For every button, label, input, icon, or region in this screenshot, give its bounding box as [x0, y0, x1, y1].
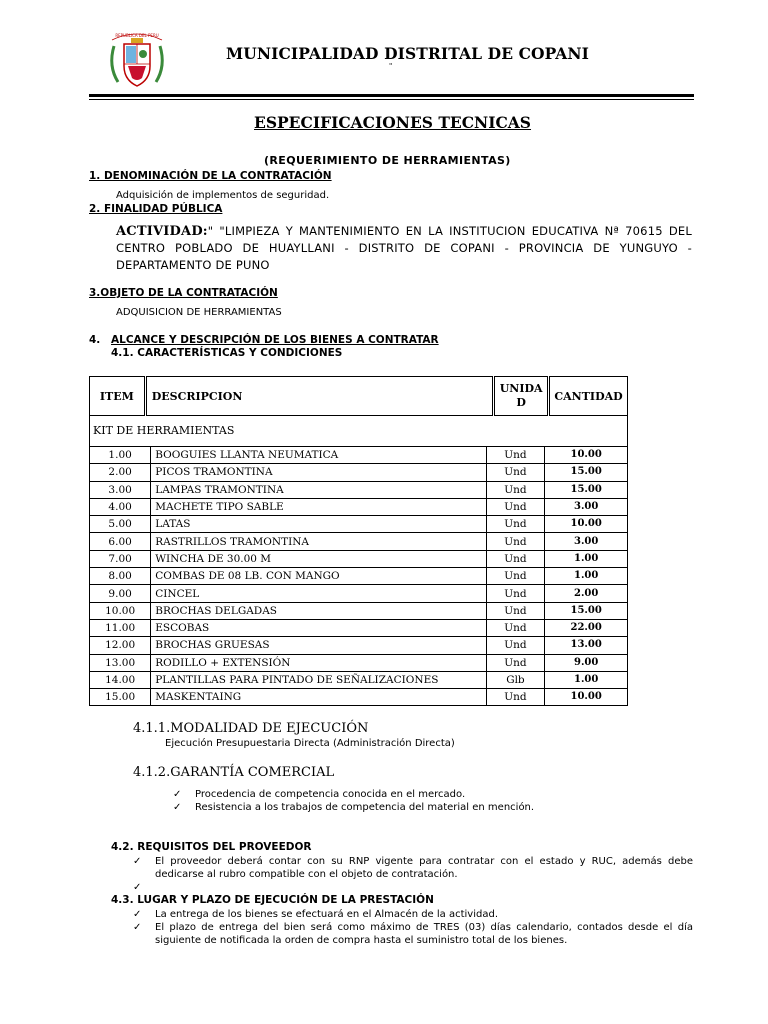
cell-unit: Und: [486, 585, 545, 602]
cell-item: 13.00: [90, 654, 151, 671]
cell-unit: Und: [486, 481, 545, 498]
cell-quantity: 13.00: [545, 637, 628, 654]
cell-unit: Und: [486, 464, 545, 481]
cell-item: 8.00: [90, 568, 151, 585]
cell-quantity: 1.00: [545, 550, 628, 567]
cell-item: 9.00: [90, 585, 151, 602]
items-table: [89, 446, 628, 706]
cell-description: COMBAS DE 08 LB. CON MANGO: [151, 568, 486, 585]
cell-item: 2.00: [90, 464, 151, 481]
cell-quantity: 22.00: [545, 619, 628, 636]
cell-unit: Und: [486, 654, 545, 671]
cell-description: RODILLO + EXTENSIÓN: [151, 654, 486, 671]
table-row: [90, 689, 628, 706]
col-header-item: ITEM: [90, 377, 146, 416]
cell-quantity: 3.00: [545, 533, 628, 550]
cell-item: 5.00: [90, 516, 151, 533]
section-4-1-heading: 4.1. CARACTERÍSTICAS Y CONDICIONES: [111, 347, 343, 359]
header-mark: ": [389, 62, 393, 70]
guarantee-list: [173, 788, 633, 814]
cell-quantity: 15.00: [545, 602, 628, 619]
list-item: ✓ El plazo de entrega del bien será como máximo de TRES (03) días calendario, contados desde el día siguiente de notificada la orden de compra hasta el suministro total de los bienes.: [133, 921, 693, 947]
peru-coat-of-arms-logo: [104, 26, 170, 92]
cell-description: PICOS TRAMONTINA: [151, 464, 486, 481]
delivery-list: [133, 908, 693, 947]
section-1-text: Adquisición de implementos de seguridad.: [116, 190, 330, 201]
table-row: [90, 481, 628, 498]
section-4-heading: ALCANCE Y DESCRIPCIÓN DE LOS BIENES A CONTRATAR: [111, 334, 439, 346]
document-subtitle: (REQUERIMIENTO DE HERRAMIENTAS): [264, 154, 511, 167]
table-row: [90, 447, 628, 464]
table-row: [90, 619, 628, 636]
col-header-unit: UNIDA D: [494, 377, 549, 416]
table-row: [90, 533, 628, 550]
cell-item: 15.00: [90, 689, 151, 706]
cell-quantity: 9.00: [545, 654, 628, 671]
cell-description: BROCHAS DELGADAS: [151, 602, 486, 619]
col-header-description: DESCRIPCION: [145, 377, 494, 416]
cell-quantity: 2.00: [545, 585, 628, 602]
cell-item: 6.00: [90, 533, 151, 550]
section-4-1-1-heading: 4.1.1.MODALIDAD DE EJECUCIÓN: [133, 721, 369, 736]
cell-description: MACHETE TIPO SABLE: [151, 498, 486, 515]
section-3-heading: 3.OBJETO DE LA CONTRATACIÓN: [89, 287, 278, 299]
cell-description: PLANTILLAS PARA PINTADO DE SEÑALIZACIONES: [151, 671, 486, 688]
header-rule-thick: [89, 94, 694, 97]
table-row: [90, 585, 628, 602]
cell-unit: Glb: [486, 671, 545, 688]
section-4-1-1-text: Ejecución Presupuestaria Directa (Administración Directa): [165, 738, 455, 749]
requirements-list: [133, 855, 693, 894]
cell-unit: Und: [486, 550, 545, 567]
cell-unit: Und: [486, 602, 545, 619]
cell-item: 4.00: [90, 498, 151, 515]
activity-text: " "LIMPIEZA Y MANTENIMIENTO EN LA INSTITUCION EDUCATIVA Nª 70615 DEL CENTRO POBLADO DE HUAYLLANI - DISTRITO DE COPANI - PROVINCIA DE YUNGUYO - DEPARTAMENTO DE PUNO: [116, 224, 692, 272]
table-row: [90, 671, 628, 688]
list-item: ✓ La entrega de los bienes se efectuará en el Almacén de la actividad.: [133, 908, 693, 921]
cell-quantity: 10.00: [545, 516, 628, 533]
municipality-name: MUNICIPALIDAD DISTRITAL DE COPANI: [226, 44, 590, 63]
cell-unit: Und: [486, 533, 545, 550]
section-4-1-2-heading: 4.1.2.GARANTÍA COMERCIAL: [133, 765, 335, 780]
cell-item: 14.00: [90, 671, 151, 688]
table-row: [90, 568, 628, 585]
cell-unit: Und: [486, 568, 545, 585]
cell-unit: Und: [486, 637, 545, 654]
cell-unit: Und: [486, 619, 545, 636]
cell-unit: Und: [486, 689, 545, 706]
section-4-number: 4.: [89, 334, 101, 346]
cell-description: BOOGUIES LLANTA NEUMATICA: [151, 447, 486, 464]
cell-description: CINCEL: [151, 585, 486, 602]
document-title: ESPECIFICACIONES TECNICAS: [254, 113, 532, 132]
logo-text: REPUBLICA DEL PERU: [115, 33, 159, 38]
list-item: [133, 881, 693, 894]
cell-item: 1.00: [90, 447, 151, 464]
cell-description: ESCOBAS: [151, 619, 486, 636]
list-item: ✓ Procedencia de competencia conocida en el mercado.: [173, 788, 633, 801]
activity-label: ACTIVIDAD:: [116, 224, 208, 239]
section-1-heading: 1. DENOMINACIÓN DE LA CONTRATACIÓN: [89, 170, 332, 182]
table-row: [90, 602, 628, 619]
section-2-heading: 2. FINALIDAD PÚBLICA: [89, 203, 223, 215]
activity-paragraph: [116, 223, 692, 274]
table-row: [90, 654, 628, 671]
cell-unit: Und: [486, 498, 545, 515]
list-item: ✓ El proveedor deberá contar con su RNP vigente para contratar con el estado y RUC, además debe dedicarse al rubro compatible con el objeto de contratación.: [133, 855, 693, 881]
cell-item: 7.00: [90, 550, 151, 567]
cell-quantity: 15.00: [545, 464, 628, 481]
cell-quantity: 1.00: [545, 671, 628, 688]
list-item: ✓ Resistencia a los trabajos de competencia del material en mención.: [173, 801, 633, 814]
cell-description: BROCHAS GRUESAS: [151, 637, 486, 654]
col-header-quantity: CANTIDAD: [549, 377, 628, 416]
cell-unit: Und: [486, 516, 545, 533]
table-row: [90, 516, 628, 533]
cell-description: MASKENTAING: [151, 689, 486, 706]
table-row: [90, 464, 628, 481]
cell-unit: Und: [486, 447, 545, 464]
cell-quantity: 3.00: [545, 498, 628, 515]
cell-quantity: 10.00: [545, 689, 628, 706]
cell-description: LAMPAS TRAMONTINA: [151, 481, 486, 498]
table-row: [90, 637, 628, 654]
cell-quantity: 15.00: [545, 481, 628, 498]
header-rule-thin: [89, 99, 694, 100]
cell-item: 12.00: [90, 637, 151, 654]
cell-item: 10.00: [90, 602, 151, 619]
section-4-2-heading: 4.2. REQUISITOS DEL PROVEEDOR: [111, 841, 312, 853]
section-3-text: ADQUISICION DE HERRAMIENTAS: [116, 307, 282, 318]
group-label: KIT DE HERRAMIENTAS: [93, 424, 235, 437]
cell-description: RASTRILLOS TRAMONTINA: [151, 533, 486, 550]
cell-item: 3.00: [90, 481, 151, 498]
cell-item: 11.00: [90, 619, 151, 636]
cell-description: LATAS: [151, 516, 486, 533]
cell-quantity: 1.00: [545, 568, 628, 585]
section-4-3-heading: 4.3. LUGAR Y PLAZO DE EJECUCIÓN DE LA PRESTACIÓN: [111, 894, 434, 906]
items-table-header: [89, 376, 628, 416]
cell-description: WINCHA DE 30.00 M: [151, 550, 486, 567]
table-row: [90, 550, 628, 567]
cell-quantity: 10.00: [545, 447, 628, 464]
table-row: [90, 498, 628, 515]
